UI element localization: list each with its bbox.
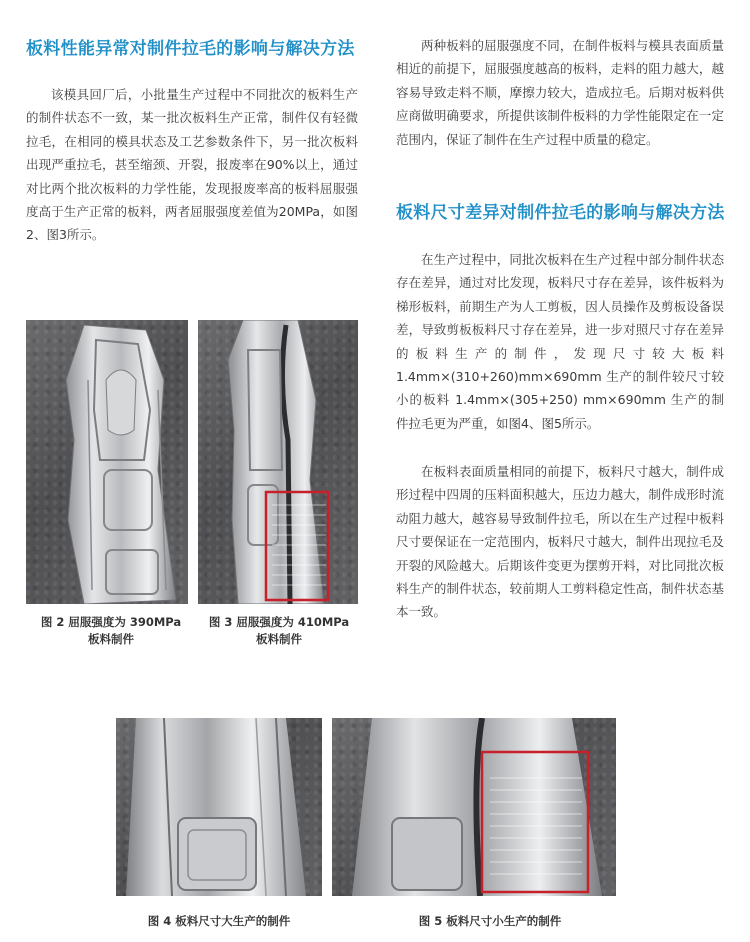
paragraph-blank-size-conclusion: 在板料表面质量相同的前提下，板料尺寸越大，制件成形过程中四周的压料面积越大，压边力越大，制件成形时流动阻力越大，越容易导致制件拉毛，所以在生产过程中板料尺寸要保证在一定范围内，板料尺寸越大，制件出现拉毛及开裂的风险越大。后期该件变更为摆剪开料，对比同批次板料生产的制件状态，较前期人工剪料稳定性高，制件状态基本一致。 <box>396 464 724 620</box>
figure-3-caption-line-2: 板料制件 <box>256 632 302 646</box>
section-heading-material-performance: 板料性能异常对制件拉毛的影响与解决方法 <box>26 39 355 59</box>
figure-4-photo <box>116 718 322 896</box>
figure-2-photo <box>26 320 188 604</box>
section-heading-blank-size: 板料尺寸差异对制件拉毛的影响与解决方法 <box>396 203 725 223</box>
paragraph-yield-strength: 两种板料的屈服强度不同，在制件板料与模具表面质量相近的前提下，屈服强度越高的板料，走料的阻力越大，越容易导致走料不顺，摩擦力较大，造成拉毛。后期对板料供应商做明确要求，所提供该制件板料的力学性能限定在一定范围内，保证了制件在生产过程中质量的稳定。 <box>396 38 724 147</box>
figure-5-photo <box>332 718 616 896</box>
paragraph-blank-size-difference: 在生产过程中，同批次板料在生产过程中部分制件状态存在差异，通过对比发现，板料尺寸存在差异，该件板料为梯形板料，前期生产为人工剪板，因人员操作及剪板设备误差，导致剪板板料尺寸存在差异，进一步对照尺寸存在差异的板料生产的制件，发现尺寸较大板料 1.4mm×(310+260)mm×690mm 生产的制件较尺寸较小的板料 1.4mm×(305+250) mm×690mm 生产的制件拉毛更为严重，如图4、图5所示。 <box>396 252 724 431</box>
figure-2-caption-line-2: 板料制件 <box>88 632 134 646</box>
paragraph-material-performance: 该模具回厂后，小批量生产过程中不同批次的板料生产的制件状态不一致，某一批次板料生产正常，制件仅有轻微拉毛，在相同的模具状态及工艺参数条件下，另一批次板料出现严重拉毛，甚至缩颈、开裂，报废率在90%以上，通过对比两个批次板料的力学性能，发现报废率高的板料屈服强度高于生产正常的板料，两者屈服强度差值为20MPa，如图2、图3所示。 <box>26 87 358 243</box>
figure-3-photo <box>198 320 358 604</box>
figure-3-caption-line-1: 图 3 屈服强度为 410MPa <box>208 615 350 629</box>
figure-5-caption: 图 5 板料尺寸小生产的制件 <box>418 914 562 928</box>
figure-2-caption-line-1: 图 2 屈服强度为 390MPa <box>40 615 182 629</box>
figure-4-caption: 图 4 板料尺寸大生产的制件 <box>147 914 291 928</box>
